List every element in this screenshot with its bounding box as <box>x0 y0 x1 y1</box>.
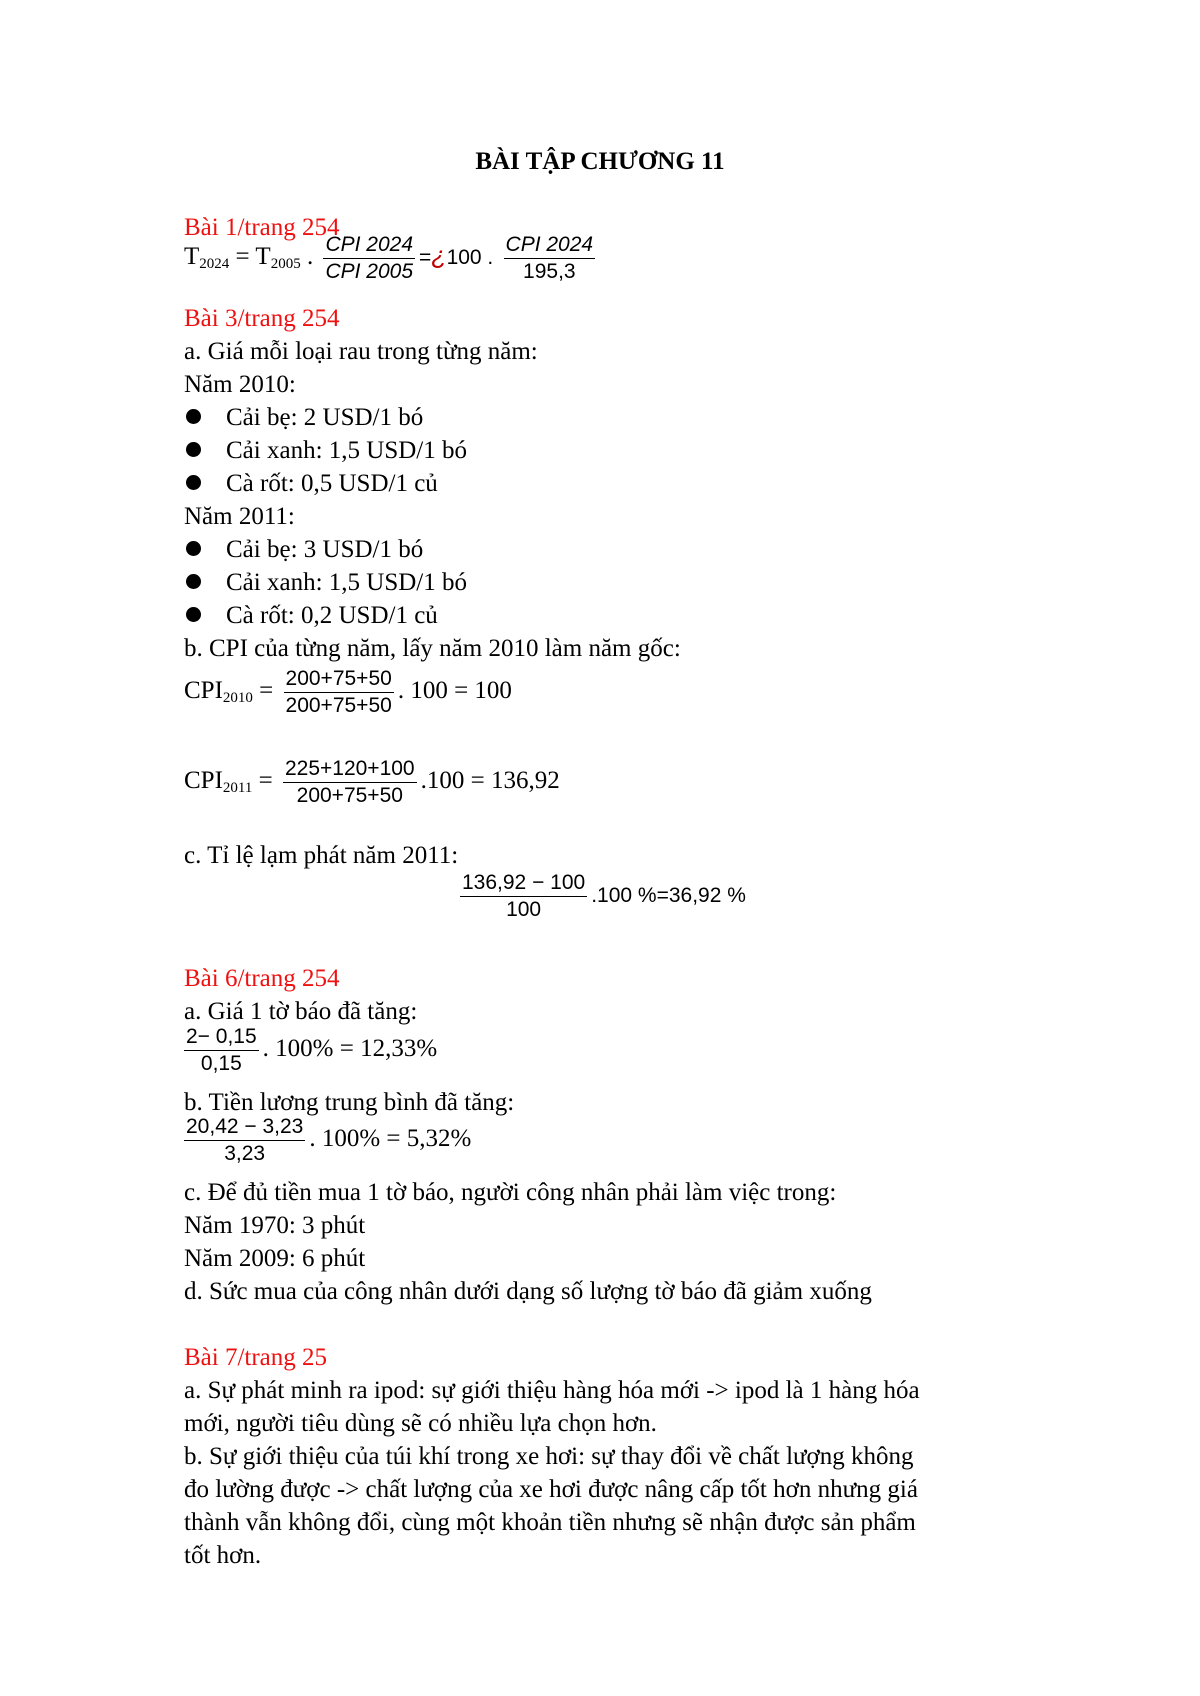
fraction-numerator: 2− 0,15 <box>184 1024 259 1051</box>
cpi-2011-fraction <box>283 756 417 809</box>
bullet-icon <box>186 541 201 556</box>
list-item: Cà rốt: 0,5 USD/1 củ <box>226 470 438 497</box>
cpi-symbol: CPI <box>184 767 223 795</box>
inverted-question-mark: ¿ <box>431 242 447 271</box>
price-increase-fraction <box>184 1024 259 1077</box>
fraction-numerator: 225+120+100 <box>283 756 417 783</box>
wage-increase-formula <box>180 1114 471 1167</box>
bullet-icon <box>186 442 201 457</box>
equals-sign: = <box>419 246 432 270</box>
fraction-numerator: CPI 2024 <box>323 232 415 259</box>
list-item: Cà rốt: 0,2 USD/1 củ <box>226 602 438 629</box>
exercise-7-part-a-line-2: mới, người tiêu dùng sẽ có nhiều lựa chọn hơn. <box>184 1410 657 1437</box>
bullet-icon <box>186 607 201 622</box>
cpi-ratio-fraction <box>323 232 415 285</box>
fraction-denominator: 3,23 <box>224 1142 266 1165</box>
fraction-denominator: CPI 2005 <box>325 260 414 283</box>
year-2009-line: Năm 2009: 6 phút <box>184 1245 366 1272</box>
exercise-3-heading: Bài 3/trang 254 <box>184 305 340 332</box>
bullet-icon <box>186 475 201 490</box>
fraction-denominator: 100 <box>506 898 542 921</box>
fraction-denominator: 0,15 <box>200 1052 242 1075</box>
cpi-symbol: CPI <box>184 677 223 705</box>
cpi-subscript: 2010 <box>222 690 253 707</box>
equals-sign: = <box>252 767 273 795</box>
year-1970-line: Năm 1970: 3 phút <box>184 1212 366 1239</box>
exercise-6-part-b: b. Tiền lương trung bình đã tăng: <box>184 1089 515 1116</box>
equals-sign: = <box>252 677 274 705</box>
fraction-numerator: 20,42 − 3,23 <box>184 1114 305 1141</box>
year-2011-label: Năm 2011: <box>184 503 295 530</box>
exercise-3-part-b: b. CPI của từng năm, lấy năm 2010 làm năm gốc: <box>184 635 681 662</box>
cpi-2011-result: .100 = 136,92 <box>420 767 560 795</box>
t-subscript-2024: 2024 <box>199 256 230 273</box>
exercise-7-part-b-line-2: đo lường được -> chất lượng của xe hơi được nâng cấp tốt hơn nhưng giá <box>184 1476 918 1503</box>
inflation-fraction <box>460 870 587 923</box>
cpi-2010-result: . 100 = 100 <box>397 677 512 705</box>
exercise-3-part-a: a. Giá mỗi loại rau trong từng năm: <box>184 338 538 365</box>
exercise-6-heading: Bài 6/trang 254 <box>184 965 340 992</box>
cpi-subscript: 2011 <box>222 780 253 797</box>
exercise-7-heading: Bài 7/trang 25 <box>184 1344 328 1371</box>
exercise-1-heading: Bài 1/trang 254 <box>184 214 340 241</box>
wage-increase-fraction <box>184 1114 305 1167</box>
fraction-numerator: 200+75+50 <box>284 666 394 693</box>
exercise-7-part-b-line-3: thành vẫn không đổi, cùng một khoản tiền nhưng sẽ nhận được sản phẩm <box>184 1509 916 1536</box>
newspaper-price-formula <box>180 1024 437 1077</box>
exercise-7-part-b-line-1: b. Sự giới thiệu của túi khí trong xe hơi: sự thay đổi về chất lượng không <box>184 1443 914 1470</box>
cpi-2010-fraction <box>284 666 394 719</box>
fraction-denominator: 195,3 <box>523 260 576 283</box>
fraction-numerator: CPI 2024 <box>504 232 596 259</box>
exercise-1-formula <box>184 232 599 285</box>
fraction-denominator: 200+75+50 <box>296 784 403 807</box>
t-subscript-2005: 2005 <box>270 256 301 273</box>
bullet-icon <box>186 409 201 424</box>
exercise-7-part-a-line-1: a. Sự phát minh ra ipod: sự giới thiệu hàng hóa mới -> ipod là 1 hàng hóa <box>184 1377 920 1404</box>
list-item: Cải xanh: 1,5 USD/1 bó <box>226 569 467 596</box>
fraction-numerator: 136,92 − 100 <box>460 870 587 897</box>
cpi-2010-formula <box>184 666 512 719</box>
price-increase-result: . 100% = 12,33% <box>262 1035 438 1063</box>
exercise-6-part-d: d. Sức mua của công nhân dưới dạng số lượng tờ báo đã giảm xuống <box>184 1278 872 1305</box>
cpi-over-base-fraction <box>504 232 596 285</box>
exercise-7-part-b-line-4: tốt hơn. <box>184 1542 262 1569</box>
dot-operator: . <box>300 243 314 271</box>
t-symbol: T <box>184 243 200 271</box>
fraction-denominator: 200+75+50 <box>285 694 392 717</box>
cpi-2011-formula <box>184 756 560 809</box>
exercise-6-part-c: c. Để đủ tiền mua 1 tờ báo, người công nhân phải làm việc trong: <box>184 1179 837 1206</box>
equals-t: = T <box>229 243 271 271</box>
exercise-3-part-c: c. Tỉ lệ lạm phát năm 2011: <box>184 842 459 869</box>
exercise-6-part-a: a. Giá 1 tờ báo đã tăng: <box>184 998 418 1025</box>
bullet-icon <box>186 574 201 589</box>
list-item: Cải bẹ: 3 USD/1 bó <box>226 536 424 563</box>
hundred-factor: 100 . <box>446 246 494 270</box>
list-item: Cải bẹ: 2 USD/1 bó <box>226 404 424 431</box>
inflation-result: .100 %=36,92 % <box>591 884 746 908</box>
page-title: BÀI TẬP CHƯƠNG 11 <box>475 148 725 175</box>
wage-increase-result: . 100% = 5,32% <box>309 1125 472 1153</box>
year-2010-label: Năm 2010: <box>184 371 296 398</box>
list-item: Cải xanh: 1,5 USD/1 bó <box>226 437 467 464</box>
inflation-formula <box>456 870 746 923</box>
